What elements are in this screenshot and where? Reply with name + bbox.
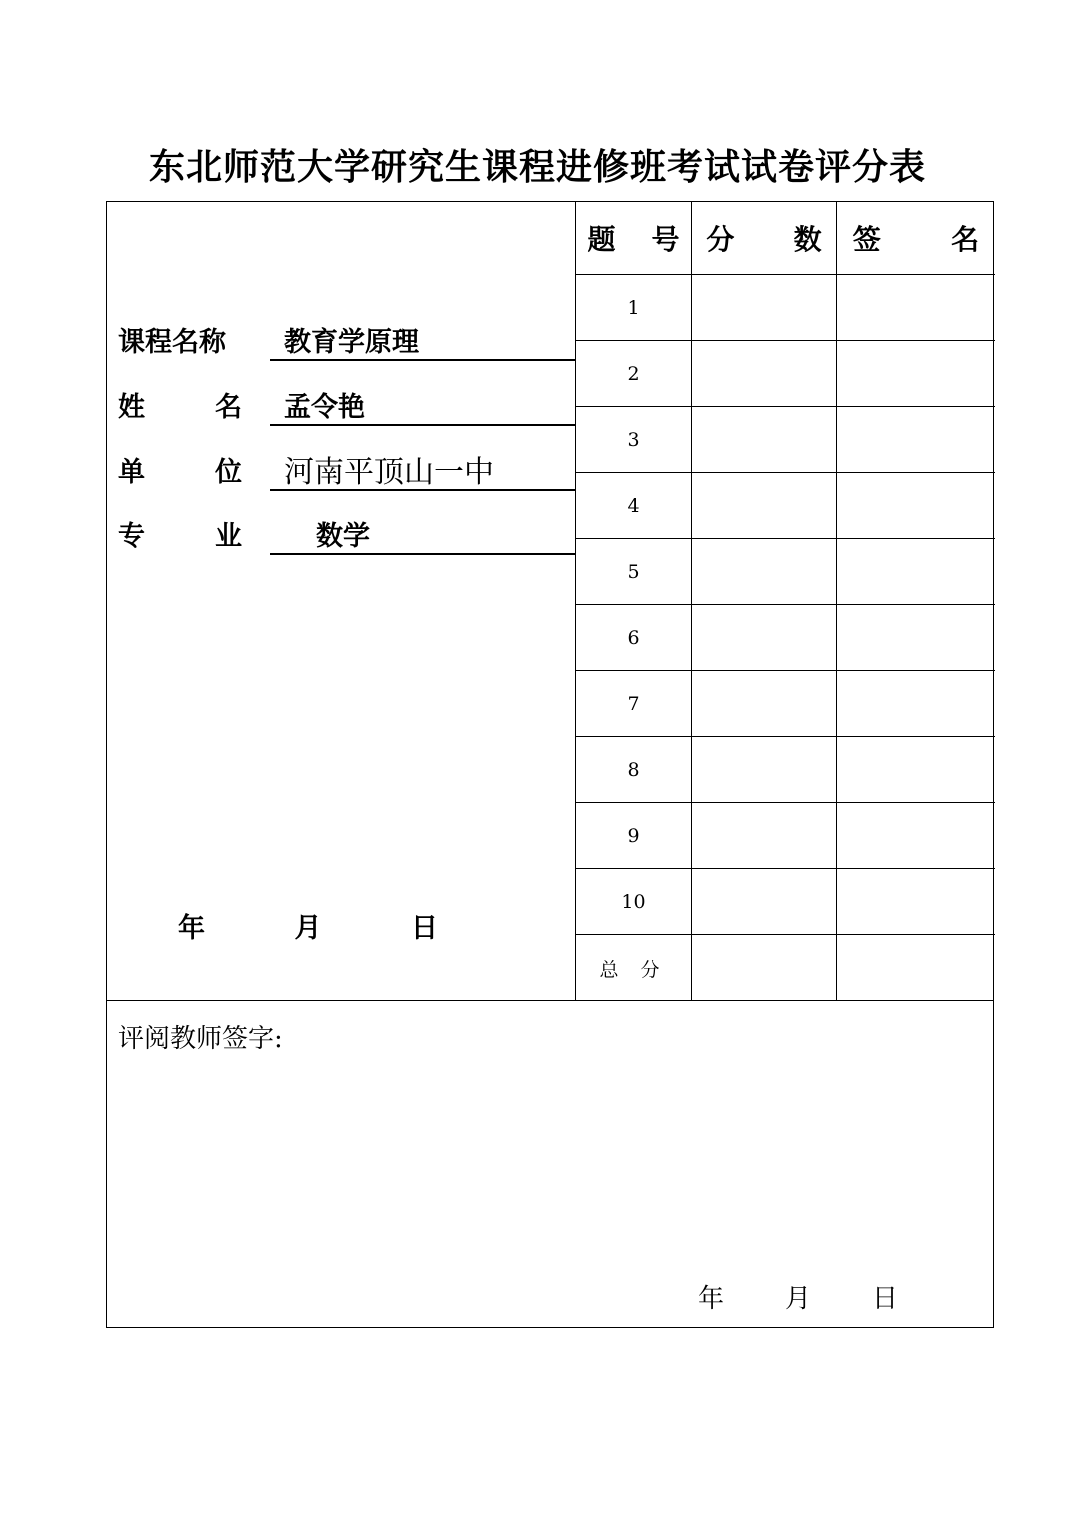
table-row — [576, 803, 995, 869]
signature-cell[interactable] — [837, 539, 995, 604]
unit-value[interactable]: 河南平顶山一中 — [270, 453, 576, 491]
signature-cell[interactable] — [837, 737, 995, 802]
score-cell[interactable] — [692, 737, 837, 802]
question-number: 10 — [576, 869, 692, 934]
table-header-row — [576, 201, 995, 275]
score-cell[interactable] — [692, 341, 837, 406]
question-number: 8 — [576, 737, 692, 802]
score-cell[interactable] — [692, 275, 837, 340]
signature-cell[interactable] — [837, 407, 995, 472]
question-number: 9 — [576, 803, 692, 868]
course-name-value[interactable]: 教育学原理 — [270, 323, 576, 361]
year-label: 年 — [178, 913, 205, 944]
question-number: 5 — [576, 539, 692, 604]
signature-cell[interactable] — [837, 803, 995, 868]
bottom-date — [698, 1278, 898, 1315]
table-row — [576, 539, 995, 605]
score-table — [575, 201, 994, 1001]
month-label: 月 — [294, 913, 322, 944]
total-label: 总 分 — [576, 935, 692, 1001]
score-cell[interactable] — [692, 539, 837, 604]
header-question-number: 题 号 — [576, 201, 692, 274]
header-signature: 签 名 — [852, 222, 980, 256]
bottom-day-label: 日 — [871, 1284, 898, 1314]
major-value[interactable]: 数学 — [270, 517, 576, 555]
question-number: 7 — [576, 671, 692, 736]
score-cell[interactable] — [692, 869, 837, 934]
table-row — [576, 341, 995, 407]
bottom-year-label: 年 — [698, 1284, 725, 1314]
major-field — [118, 517, 568, 557]
section-divider — [106, 1000, 994, 1001]
table-row — [576, 605, 995, 671]
score-cell[interactable] — [692, 803, 837, 868]
major-label: 专 业 — [118, 521, 242, 552]
name-field — [118, 388, 568, 428]
signature-cell[interactable] — [837, 935, 995, 1001]
score-cell[interactable] — [692, 605, 837, 670]
student-info-panel — [106, 201, 576, 1001]
question-number: 6 — [576, 605, 692, 670]
course-name-field — [118, 323, 568, 363]
question-number: 2 — [576, 341, 692, 406]
question-number: 3 — [576, 407, 692, 472]
course-name-label: 课程名称 — [118, 327, 226, 358]
name-label: 姓 名 — [118, 392, 242, 423]
question-number: 1 — [576, 275, 692, 340]
table-row — [576, 737, 995, 803]
unit-field — [118, 453, 568, 493]
unit-label: 单 位 — [118, 457, 242, 488]
signature-cell[interactable] — [837, 605, 995, 670]
bottom-month-label: 月 — [784, 1284, 811, 1314]
signature-cell[interactable] — [837, 671, 995, 736]
left-date — [178, 906, 438, 945]
table-row — [576, 275, 995, 341]
day-label: 日 — [411, 913, 438, 944]
score-cell[interactable] — [692, 473, 837, 538]
signature-cell[interactable] — [837, 869, 995, 934]
total-row — [576, 935, 995, 1001]
table-row — [576, 407, 995, 473]
signature-cell[interactable] — [837, 275, 995, 340]
score-cell[interactable] — [692, 671, 837, 736]
name-value[interactable]: 孟令艳 — [270, 388, 576, 426]
table-row — [576, 473, 995, 539]
score-cell[interactable] — [692, 935, 837, 1001]
reviewer-signature-label: 评阅教师签字: — [118, 1024, 283, 1054]
table-row — [576, 671, 995, 737]
question-number: 4 — [576, 473, 692, 538]
table-row — [576, 869, 995, 935]
score-cell[interactable] — [692, 407, 837, 472]
signature-cell[interactable] — [837, 473, 995, 538]
page-title: 东北师范大学研究生课程进修班考试试卷评分表 — [148, 146, 926, 188]
signature-cell[interactable] — [837, 341, 995, 406]
header-score: 分 数 — [692, 201, 837, 274]
